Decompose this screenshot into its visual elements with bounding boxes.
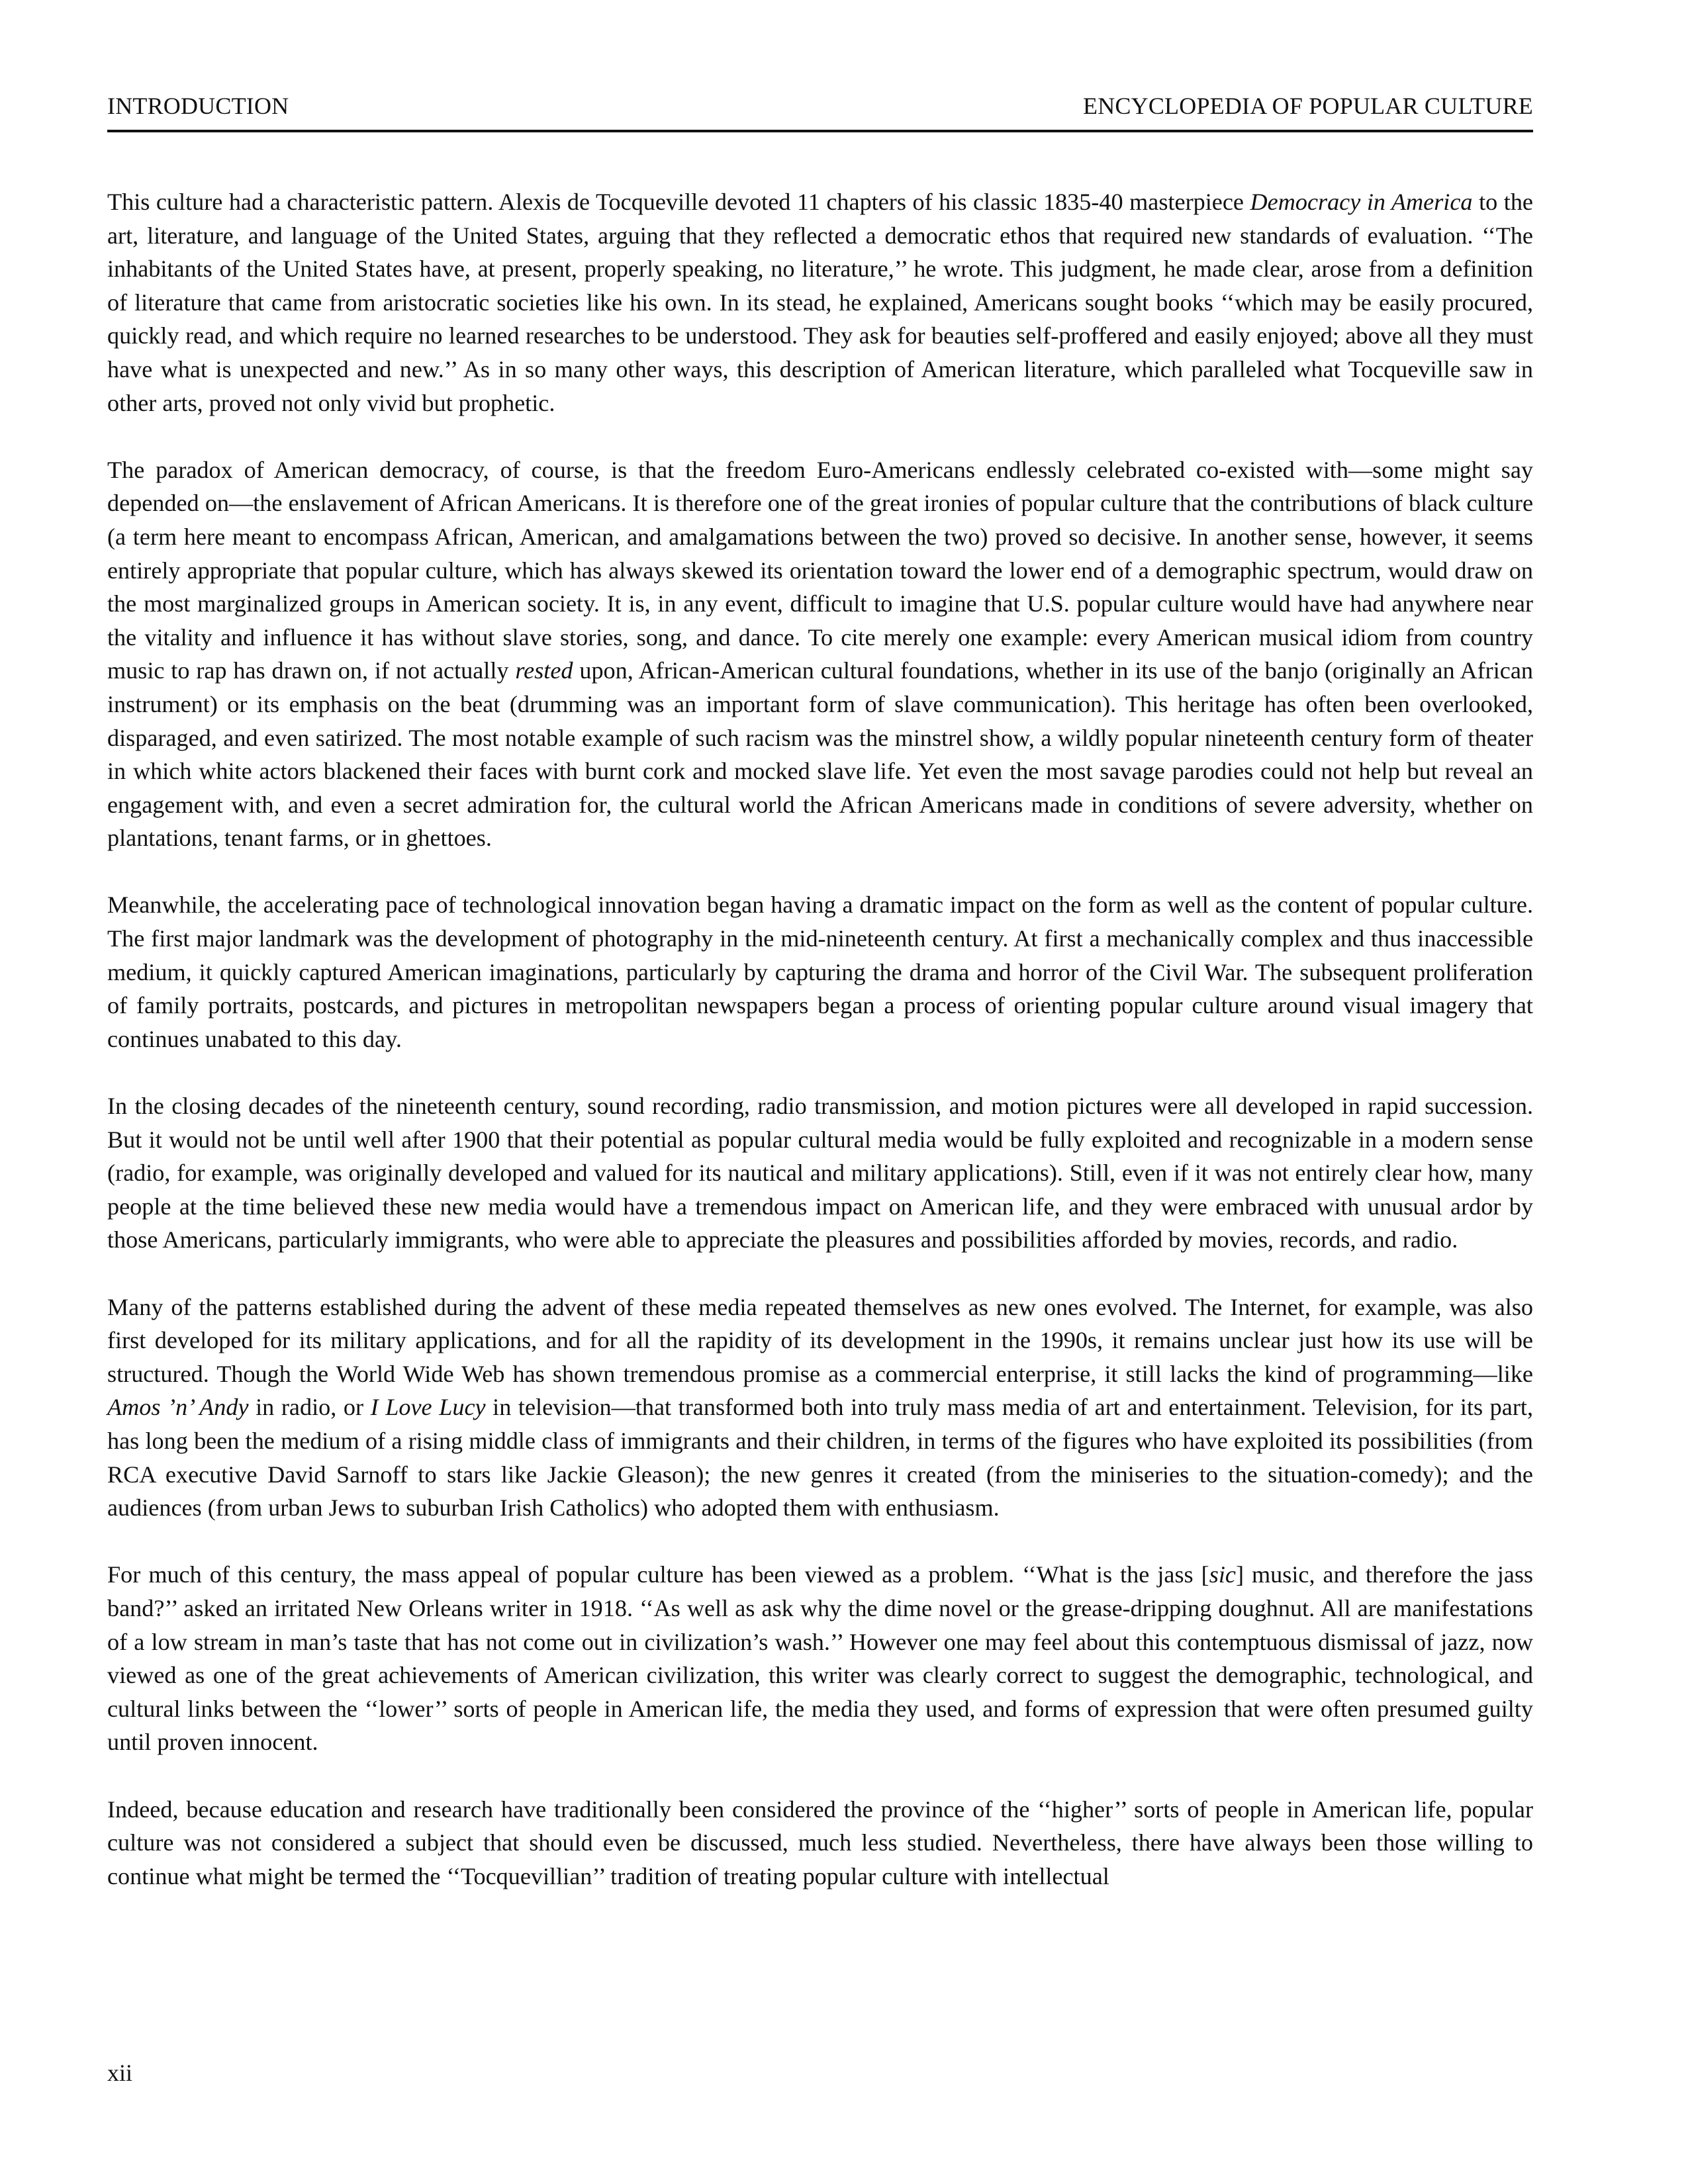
program-title-italic: Amos ’n’ Andy: [107, 1394, 249, 1421]
header-rule: [107, 130, 1533, 132]
sic-italic: sic: [1209, 1561, 1236, 1588]
book-title-italic: Democracy in America: [1250, 189, 1473, 215]
paragraph-5: Many of the patterns established during the advent of these media repeated themselves as new ones evolved. The Internet, for example, was also first developed for its military applications, and for all the rapidity of its development in the 1990s, it remains unclear just how its use will be structured. Though the World Wide Web has shown tremendous promise as a commercial enterprise, it still lacks the kind of programming—like Amos ’n’ Andy in radio, or I Love Lucy in television—that transformed both into truly mass media of art and entertainment. Television, for its part, has long been the medium of a rising middle class of immigrants and their children, in terms of the figures who have exploited its possibilities (from RCA executive David Sarnoff to stars like Jackie Gleason); the new genres it created (from the miniseries to the situation-comedy); and the audiences (from urban Jews to suburban Irish Catholics) who adopted them with enthusiasm.: [107, 1293, 1533, 1522]
book-title: ENCYCLOPEDIA OF POPULAR CULTURE: [1083, 93, 1533, 119]
paragraph-2: The paradox of American democracy, of course, is that the freedom Euro-Americans endlessly celebrated co-existed with—some might say depended on—the enslavement of African Americans. It is therefore one of the great ironies of popular culture that the contributions of black culture (a term here meant to encompass African, American, and amalgamations between the two) proved so decisive. In another sense, however, it seems entirely appropriate that popular culture, which has always skewed its orientation toward the lower end of a demographic spectrum, would draw on the most marginalized groups in American society. It is, in any event, difficult to imagine that U.S. popular culture would have had anywhere near the vitality and influence it has without slave stories, song, and dance. To cite merely one example: every American musical idiom from country music to rap has drawn on, if not actually rested upon, African-American cultural foundations, whether in its use of the banjo (originally an African instrument) or its emphasis on the beat (drumming was an important form of slave communication). This heritage has often been overlooked, disparaged, and even satirized. The most notable example of such racism was the minstrel show, a wildly popular nineteenth century form of theater in which white actors blackened their faces with burnt cork and mocked slave life. Yet even the most savage parodies could not help but reveal an engagement with, and even a secret admiration for, the cultural world the African Americans made in conditions of severe adversity, whether on plantations, tenant farms, or in ghettoes.: [107, 456, 1533, 852]
page: [107, 0, 1533, 2184]
page-number: xii: [107, 2060, 133, 2086]
section-title: INTRODUCTION: [107, 93, 289, 119]
running-header: [107, 90, 1533, 130]
emphasis-italic: rested: [515, 657, 573, 684]
paragraph-7: Indeed, because education and research have traditionally been considered the province of the ‘‘higher’’ sorts of people in American life, popular culture was not considered a subject that should even be discussed, much less studied. Nevertheless, there have always been those willing to continue what might be termed the ‘‘Tocquevillian’’ tradition of treating popular culture with intellectual: [107, 1796, 1533, 1889]
paragraph-4: In the closing decades of the nineteenth century, sound recording, radio transmission, and motion pictures were all developed in rapid succession. But it would not be until well after 1900 that their potential as popular cultural media would be fully exploited and recognizable in a modern sense (radio, for example, was originally developed and valued for its nautical and military applications). Still, even if it was not entirely clear how, many people at the time believed these new media would have a tremendous impact on American life, and they were embraced with unusual ardor by those Americans, particularly immigrants, who were able to appreciate the pleasures and possibilities afforded by movies, records, and radio.: [107, 1093, 1533, 1253]
body-text: [107, 185, 1533, 1927]
paragraph-3: Meanwhile, the accelerating pace of technological innovation began having a dramatic impact on the form as well as the content of popular culture. The first major landmark was the development of photography in the mid-nineteenth century. At first a mechanically complex and thus inaccessible medium, it quickly captured American imaginations, particularly by capturing the drama and horror of the Civil War. The subsequent proliferation of family portraits, postcards, and pictures in metropolitan newspapers began a process of orienting popular culture around visual imagery that continues unabated to this day.: [107, 891, 1533, 1052]
paragraph-6: For much of this century, the mass appeal of popular culture has been viewed as a problem. ‘‘What is the jass [sic] music, and therefore the jass band?’’ asked an irritated New Orleans writer in 1918. ‘‘As well as ask why the dime novel or the grease-dripping doughnut. All are manifestations of a low stream in man’s taste that has not come out in civilization’s wash.’’ However one may feel about this contemptuous dismissal of jazz, now viewed as one of the great achievements of American civilization, this writer was clearly correct to suggest the demographic, technological, and cultural links between the ‘‘lower’’ sorts of people in American life, the media they used, and forms of expression that were often presumed guilty until proven innocent.: [107, 1561, 1534, 1756]
paragraph-1: This culture had a characteristic pattern. Alexis de Tocqueville devoted 11 chapters of his classic 1835-40 masterpiece Democracy in America to the art, literature, and language of the United States, arguing that they reflected a democratic ethos that required new standards of evaluation. ‘‘The inhabitants of the United States have, at present, properly speaking, no literature,’’ he wrote. This judgment, he made clear, arose from a definition of literature that came from aristocratic societies like his own. In its stead, he explained, Americans sought books ‘‘which may be easily procured, quickly read, and which require no learned researches to be understood. They ask for beauties self-proffered and easily enjoyed; above all they must have what is unexpected and new.’’ As in so many other ways, this description of American literature, which paralleled what Tocqueville saw in other arts, proved not only vivid but prophetic.: [107, 189, 1533, 416]
program-title-italic: I Love Lucy: [370, 1394, 486, 1421]
